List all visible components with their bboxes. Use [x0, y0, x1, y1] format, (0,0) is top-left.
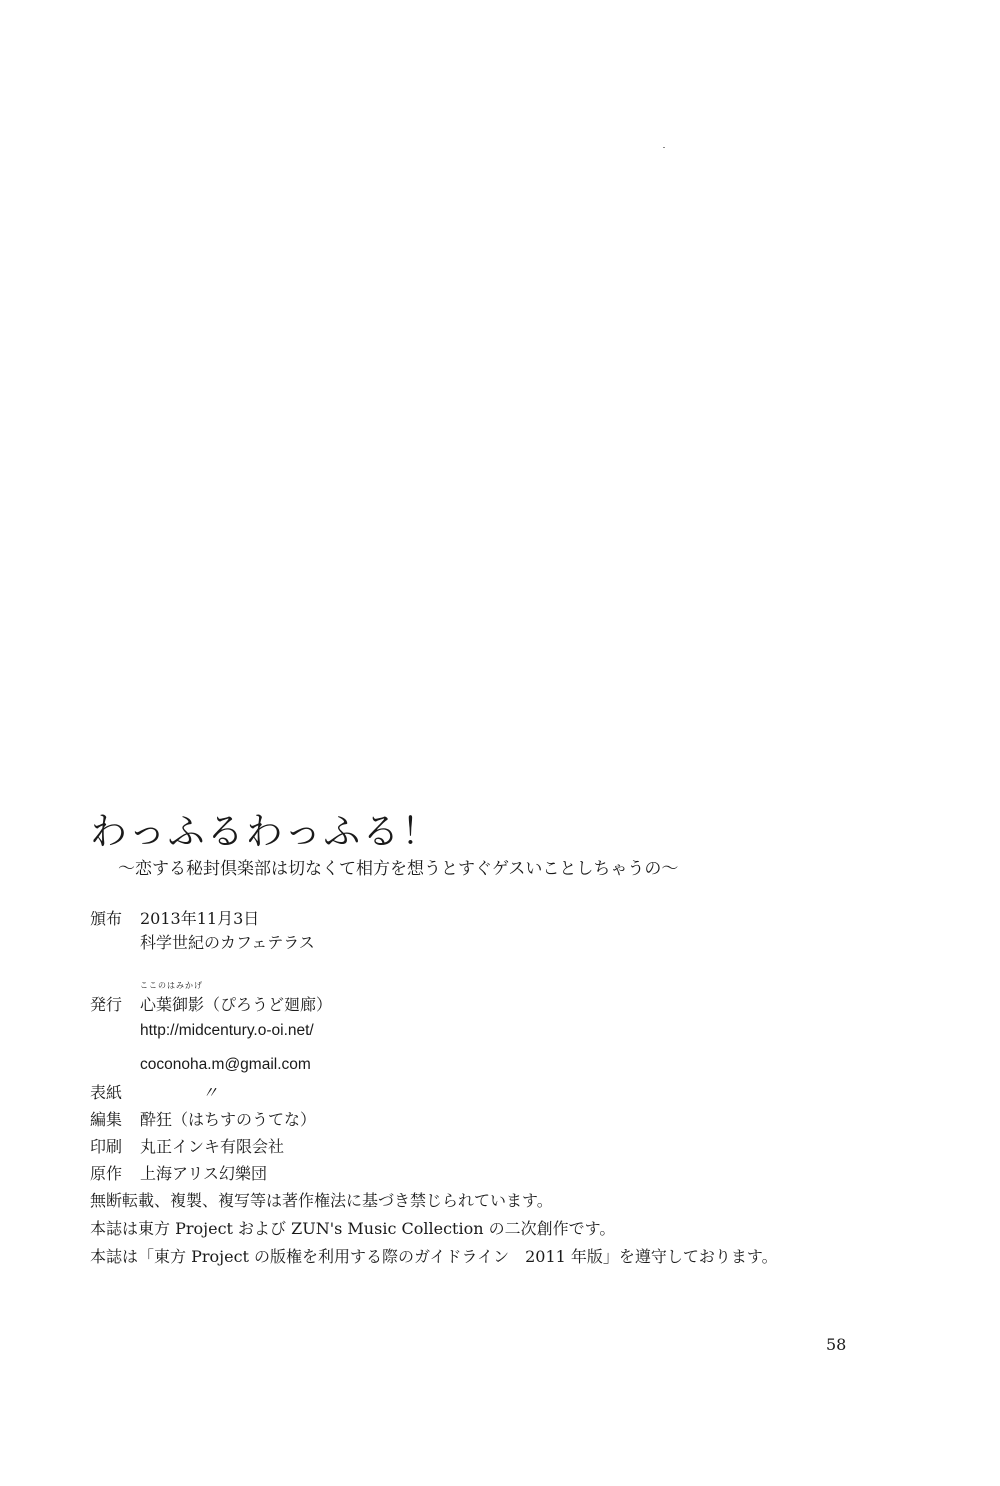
- cover-label: 表紙: [90, 1083, 123, 1102]
- notice-derivative: 本誌は東方 Project および ZUN's Music Collection の二次創作です。: [90, 1219, 616, 1238]
- publisher-row: [90, 981, 890, 1016]
- publisher-name: 心葉御影（ぴろうど廻廊）: [140, 995, 333, 1014]
- book-title: わっふるわっふる！: [90, 810, 441, 853]
- notice-copyright: 無断転載、複製、複写等は著作権法に基づき禁じられています。: [90, 1191, 553, 1210]
- event-row: [90, 930, 890, 954]
- page-number: 58: [826, 1335, 847, 1354]
- editor-label: 編集: [90, 1110, 123, 1129]
- notice-guideline: 本誌は「東方 Project の版権を利用する際のガイドライン 2011 年版」を遵守しております。: [90, 1247, 778, 1266]
- printer-name: 丸正インキ有限会社: [140, 1137, 285, 1156]
- cover-ditto: 〃: [202, 1083, 219, 1102]
- book-subtitle: ～恋する秘封倶楽部は切なくて相方を想うとすぐゲスいことしちゃうの～: [118, 859, 679, 879]
- original-label: 原作: [90, 1164, 123, 1183]
- event-name: 科学世紀のカフェテラス: [140, 933, 315, 952]
- editor-row: [90, 1107, 890, 1134]
- printer-row: [90, 1134, 890, 1161]
- cover-row: [90, 1080, 890, 1107]
- original-work: 上海アリス幻樂団: [140, 1164, 268, 1183]
- colophon: [90, 906, 890, 1272]
- publisher-url[interactable]: http://midcentury.o-oi.net/: [140, 1022, 314, 1039]
- publisher-email[interactable]: coconoha.m@gmail.com: [140, 1056, 311, 1073]
- distribution-row: [90, 906, 890, 930]
- email-row: [90, 1048, 890, 1080]
- distribution-date: 2013年11月3日: [140, 909, 260, 928]
- publisher-label: 発行: [90, 995, 123, 1014]
- scan-speck: [663, 147, 665, 148]
- original-row: [90, 1161, 890, 1188]
- editor-name: 酔狂（はちすのうてな）: [140, 1110, 317, 1129]
- printer-label: 印刷: [90, 1137, 123, 1156]
- publisher-ruby: ここのはみかげ: [140, 981, 203, 990]
- url-row: [90, 1016, 890, 1048]
- distribution-label: 頒布: [90, 909, 123, 928]
